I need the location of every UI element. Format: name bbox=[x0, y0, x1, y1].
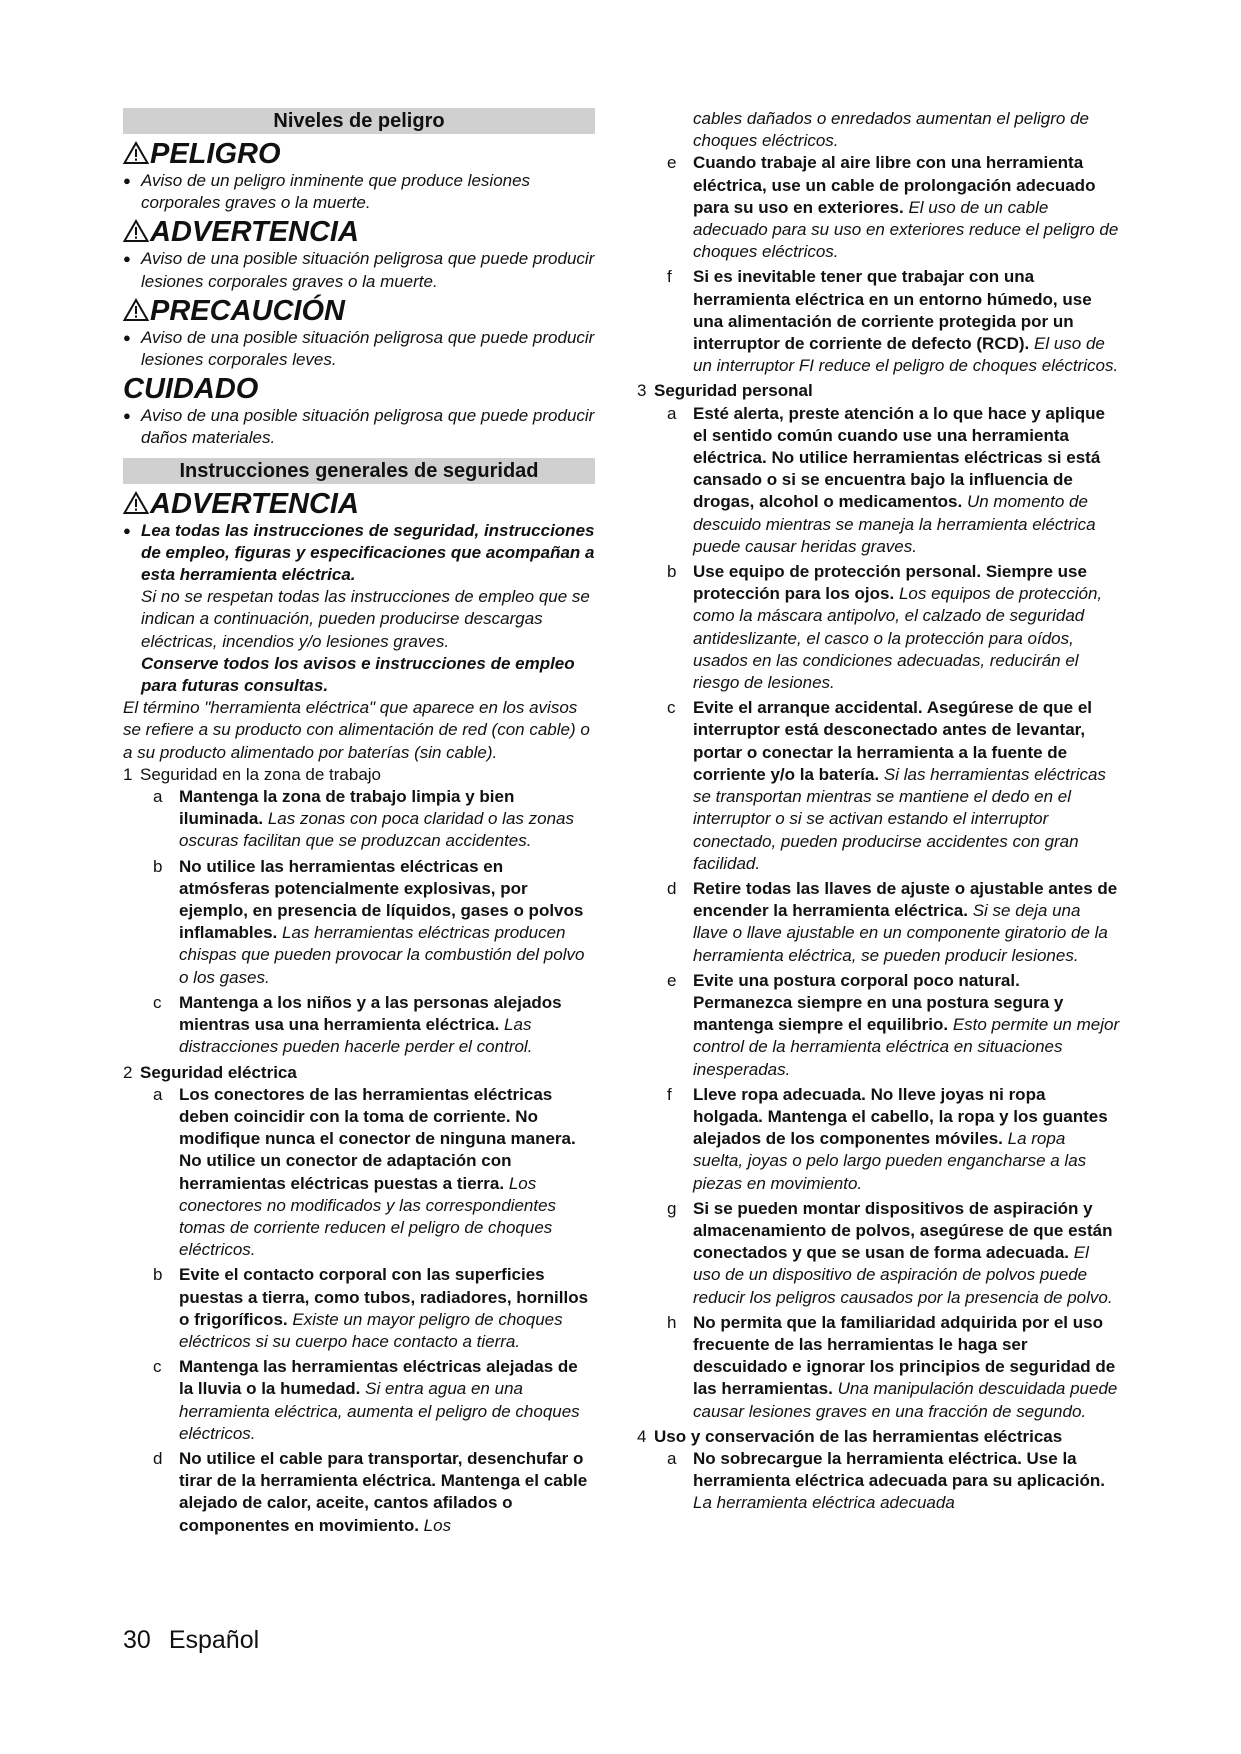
section-band-general-safety: Instrucciones generales de seguridad bbox=[123, 458, 595, 484]
item-1b: b No utilice las herramientas eléctricas en atmósferas potencialmente explosivas, por ejemplo, en presencia de líquidos, gases o polvos inflamables. Las herramientas eléctricas producen chispas que pueden provocar la combustión del polvo o los gases. bbox=[153, 856, 585, 987]
item-3g: g Si se pueden montar dispositivos de aspiración y almacenamiento de polvos, asegúrese de que están conectados y que se usan de forma adecuada. El uso de un dispositivo de aspiración de polvos puede reducir los peligros causados por la presencia de polvo. bbox=[667, 1198, 1113, 1307]
item-3b: b Use equipo de protección personal. Siempre use protección para los ojos. Los equipos de protección, como la máscara antipolvo, el calzado de seguridad antideslizante, el casco o la protección para oídos, usados en las condiciones adecuadas, reducirán el riesgo de lesiones. bbox=[667, 562, 1103, 693]
general-warning-block: ● Lea todas las instrucciones de seguridad, instrucciones de empleo, figuras y especificaciones que acompañan a esta herramienta eléctrica. Si no se respetan todas las instrucciones de empleo que se indican a continuación, pueden producirse descargas eléctricas, incendios y/o lesiones graves. Conserve todos los avisos e instrucciones de empleo para futuras consultas. bbox=[123, 520, 595, 698]
section-band-hazard-levels: Niveles de peligro bbox=[123, 108, 595, 134]
section-2: 2 Seguridad eléctrica bbox=[123, 1062, 297, 1082]
heading-precaucion: PRECAUCIÓN bbox=[123, 295, 595, 327]
hazard-text-cuidado: ● Aviso de una posible situación peligrosa que puede producir daños materiales. bbox=[123, 406, 595, 448]
item-2a: a Los conectores de las herramientas eléctricas deben coincidir con la toma de corriente. No modifique nunca el conector de ninguna manera. No utilice un conector de adaptación con herramientas eléctricas puestas a tierra. Los conectores no modificados y las correspondientes tomas de corriente reducen el peligro de choques eléctricos. bbox=[153, 1084, 576, 1260]
item-2e: e Cuando trabaje al aire libre con una herramienta eléctrica, use un cable de prolongación adecuado para su uso en exteriores. El uso de un cable adecuado para su uso en exteriores reduce el peligro de choques eléctricos. bbox=[667, 153, 1119, 262]
item-3a: a Esté alerta, preste atención a lo que hace y aplique el sentido común cuando use una herramienta eléctrica. No utilice herramientas eléctricas si está cansado o si se encuentra bajo la influencia de drogas, alcohol o medicamentos. Un momento de descuido mientras se maneja la herramienta eléctrica puede causar heridas graves. bbox=[667, 403, 1105, 556]
item-1a: a Mantenga la zona de trabajo limpia y bien iluminada. Las zonas con poca claridad o las zonas oscuras facilitan que se produzcan accidentes. bbox=[153, 787, 575, 851]
page-footer bbox=[123, 1626, 277, 1655]
section-1: 1 Seguridad en la zona de trabajo bbox=[123, 764, 382, 784]
warning-consequence: Si no se respetan todas las instrucciones de empleo que se indican a continuación, pueden producirse descargas eléctricas, incendios y/o lesiones graves. bbox=[141, 587, 590, 651]
item-2b: b Evite el contacto corporal con las superficies puestas a tierra, como tubos, radiadores, hornillos o frigoríficos. Existe un mayor peligro de choques eléctricos si su cuerpo hace contacto a tierra. bbox=[153, 1265, 589, 1351]
hazard-text-peligro: ● Aviso de un peligro inminente que produce lesiones corporales graves o la muerte. bbox=[123, 171, 531, 213]
heading-advertencia-general: ADVERTENCIA bbox=[123, 488, 595, 520]
section-4: 4 Uso y conservación de las herramientas eléctricas bbox=[637, 1426, 1063, 1446]
item-2d: d No utilice el cable para transportar, desenchufar o tirar de la herramienta eléctrica. Mantenga el cable alejado de calor, aceite, cantos afilados o componentes en movimiento. Los bbox=[153, 1448, 588, 1535]
heading-advertencia: ADVERTENCIA bbox=[123, 216, 595, 248]
item-2f: f Si es inevitable tener que trabajar con una herramienta eléctrica en un entorno húmedo, use una alimentación de corriente protegida por un interruptor de corriente de defecto (RCD). El uso de un interruptor FI reduce el peligro de choques eléctricos. bbox=[667, 267, 1119, 376]
warning-triangle-icon bbox=[123, 141, 149, 165]
left-column bbox=[123, 106, 595, 1540]
item-3c: c Evite el arranque accidental. Asegúrese de que el interruptor está desconectado antes de levantar, portar o conectar la herramienta a la fuente de corriente y/o la batería. Si las herramientas eléctricas se transportan mientras se mantiene el dedo en el interruptor o si se activan estando el interruptor conectado, pueden producirse accidentes con gran facilidad. bbox=[667, 698, 1106, 873]
hazard-text-precaucion: ● Aviso de una posible situación peligrosa que puede producir lesiones corporales leves. bbox=[123, 327, 595, 370]
warning-triangle-icon bbox=[123, 491, 149, 515]
hazard-text-advertencia: ● Aviso de una posible situación peligrosa que puede producir lesiones corporales graves o la muerte. bbox=[123, 249, 595, 291]
heading-cuidado: CUIDADO bbox=[123, 373, 259, 406]
item-2c: c Mantenga las herramientas eléctricas alejadas de la lluvia o la humedad. Si entra agua en una herramienta eléctrica, aumenta el peligro de choques eléctricos. bbox=[153, 1357, 580, 1443]
item-1c: c Mantenga a los niños y a las personas alejados mientras usa una herramienta eléctrica. Las distracciones pueden hacerle perder el control. bbox=[153, 992, 562, 1057]
footer-language: Español bbox=[168, 1626, 260, 1654]
warning-triangle-icon bbox=[123, 219, 149, 243]
item-3e: e Evite una postura corporal poco natural. Permanezca siempre en una postura segura y mantenga siempre el equilibrio. Esto permite un mejor control de la herramienta eléctrica en situaciones inesperadas. bbox=[667, 970, 1120, 1079]
section-3: 3 Seguridad personal bbox=[637, 381, 813, 401]
term-definition: El término "herramienta eléctrica" que aparece en los avisos se refiere a su producto con alimentación de red (con cable) o a su producto alimentado por baterías (sin cable). bbox=[123, 698, 590, 762]
right-column bbox=[637, 108, 1120, 1518]
page-number: 30 bbox=[123, 1626, 151, 1654]
warning-keep: Conserve todos los avisos e instrucciones de empleo para futuras consultas. bbox=[141, 653, 575, 696]
item-3f: f Lleve ropa adecuada. No lleve joyas ni ropa holgada. Mantenga el cabello, la ropa y los guantes alejados de los componentes móviles. La ropa suelta, joyas o pelo largo pueden engancharse a las piezas en movimiento. bbox=[667, 1084, 1108, 1193]
item-2d-continued: cables dañados o enredados aumentan el peligro de choques eléctricos. bbox=[693, 109, 1090, 151]
warning-read-all: Lea todas las instrucciones de seguridad, instrucciones de empleo, figuras y especificaciones que acompañan a esta herramienta eléctrica. bbox=[141, 520, 595, 585]
item-3d: d Retire todas las llaves de ajuste o ajustable antes de encender la herramienta eléctrica. Si se deja una llave o llave ajustable en un componente giratorio de la herramienta eléctrica, se pueden producir lesiones. bbox=[667, 878, 1118, 965]
item-3h: h No permita que la familiaridad adquirida por el uso frecuente de las herramientas le haga ser descuidado e ignorar los principios de seguridad de las herramientas. Una manipulación descuidada puede causar lesiones graves en una fracción de segundo. bbox=[667, 1312, 1118, 1421]
warning-triangle-icon bbox=[123, 298, 149, 322]
item-4a: a No sobrecargue la herramienta eléctrica. Use la herramienta eléctrica adecuada para su aplicación. La herramienta eléctrica adecuada bbox=[667, 1448, 1105, 1513]
heading-peligro: PELIGRO bbox=[123, 138, 595, 170]
